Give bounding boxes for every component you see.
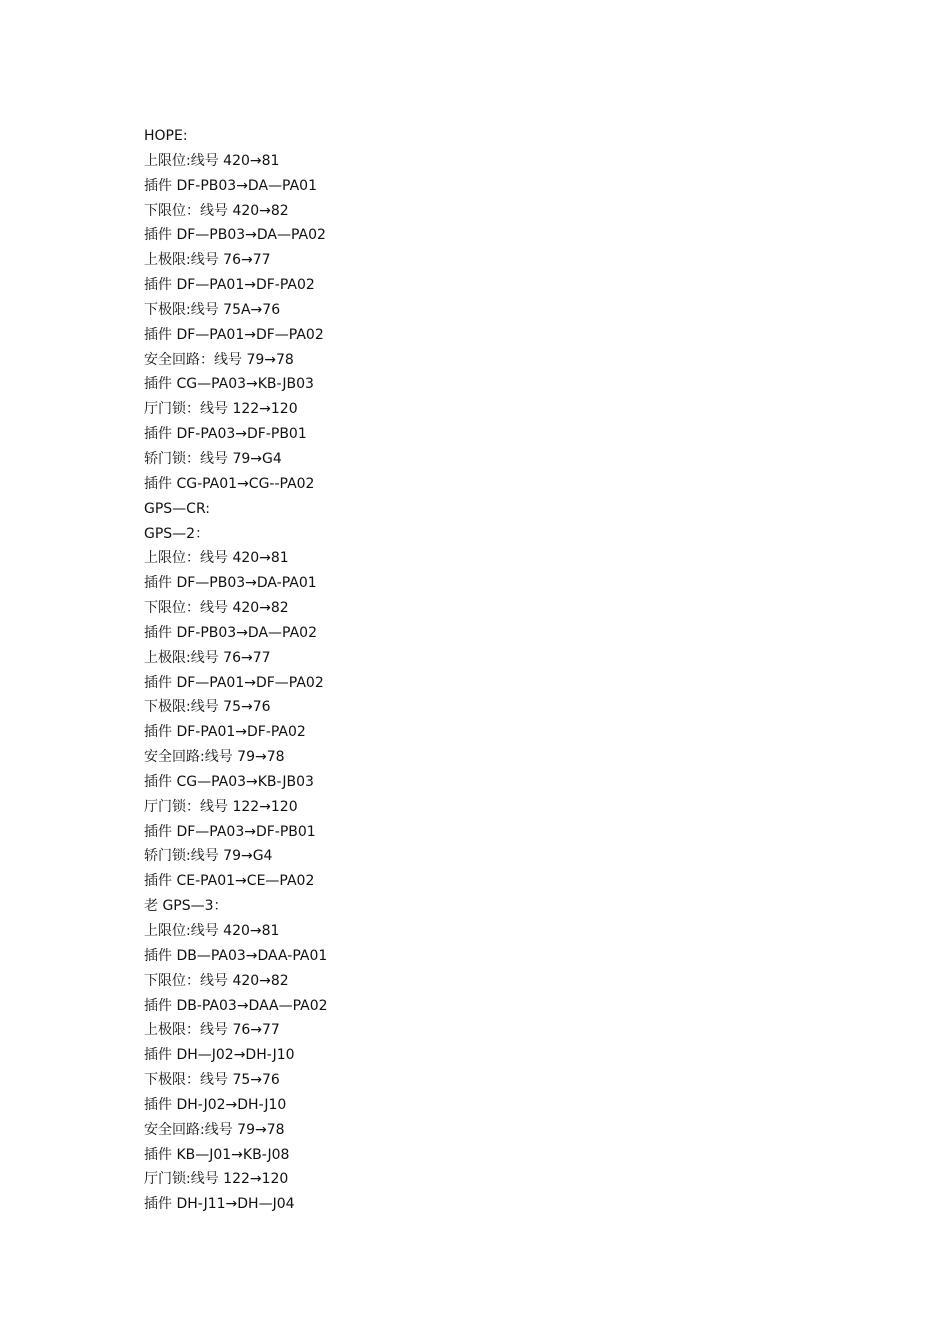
text-line: 插件 DF—PA03→DF-PB01: [144, 823, 316, 840]
text-line: 插件 DF—PB03→DA-PA01: [144, 575, 317, 592]
document-body: [144, 124, 844, 1217]
text-line: 插件 DF-PB03→DA—PA01: [144, 177, 317, 194]
text-line: 插件 CE-PA01→CE—PA02: [144, 873, 315, 890]
text-line: 上极限:线号 76→77: [144, 649, 271, 666]
text-line: 插件 DB-PA03→DAA—PA02: [144, 997, 328, 1014]
text-line: 下限位：线号 420→82: [144, 600, 289, 617]
text-line: 厅门锁：线号 122→120: [144, 798, 298, 815]
text-line: 安全回路:线号 79→78: [144, 749, 285, 766]
text-line: 插件 DF—PA01→DF-PA02: [144, 277, 315, 294]
text-line: 插件 CG—PA03→KB-JB03: [144, 376, 314, 393]
text-line: 插件 DF-PA03→DF-PB01: [144, 426, 307, 443]
text-line: 插件 DB—PA03→DAA-PA01: [144, 947, 328, 964]
text-line: 上限位:线号 420→81: [144, 152, 280, 169]
text-line: HOPE:: [144, 128, 188, 144]
text-line: 上极限：线号 76→77: [144, 1022, 280, 1039]
text-line: 插件 DF—PA01→DF—PA02: [144, 326, 324, 343]
text-line: 插件 CG—PA03→KB-JB03: [144, 773, 314, 790]
text-line: 插件 DH-J11→DH—J04: [144, 1196, 295, 1213]
text-line: 上限位：线号 420→81: [144, 550, 289, 567]
text-line: 上限位:线号 420→81: [144, 923, 280, 939]
text-line: 插件 DH-J02→DH-J10: [144, 1096, 287, 1113]
text-line: 上极限:线号 76→77: [144, 252, 271, 269]
text-line: 厅门锁：线号 122→120: [144, 401, 298, 418]
text-line: 轿门锁:线号 79→G4: [144, 848, 273, 865]
text-line: GPS—CR:: [144, 500, 210, 517]
text-line: 插件 DF—PB03→DA—PA02: [144, 227, 326, 244]
text-line: 插件 CG-PA01→CG--PA02: [144, 475, 315, 492]
text-line: 下限位：线号 420→82: [144, 202, 289, 219]
text-line: 插件 DF—PA01→DF—PA02: [144, 674, 324, 691]
text-line: 下限位：线号 420→82: [144, 972, 289, 989]
text-line: 插件 DH—J02→DH-J10: [144, 1047, 295, 1064]
text-line: 厅门锁:线号 122→120: [144, 1171, 289, 1188]
text-line: 下极限：线号 75→76: [144, 1072, 280, 1089]
text-line: 插件 DF-PB03→DA—PA02: [144, 624, 317, 641]
text-line: 安全回路:线号 79→78: [144, 1121, 285, 1138]
text-line: 下极限:线号 75→76: [144, 699, 271, 716]
text-line: GPS—2：: [144, 525, 210, 542]
text-line: 插件 DF-PA01→DF-PA02: [144, 724, 306, 741]
text-line: 插件 KB—J01→KB-J08: [144, 1146, 290, 1163]
text-line: 轿门锁：线号 79→G4: [144, 450, 282, 467]
text-line: 老 GPS—3：: [144, 898, 228, 915]
text-line: 下极限:线号 75A→76: [144, 301, 281, 318]
text-line: 安全回路：线号 79→78: [144, 351, 294, 368]
